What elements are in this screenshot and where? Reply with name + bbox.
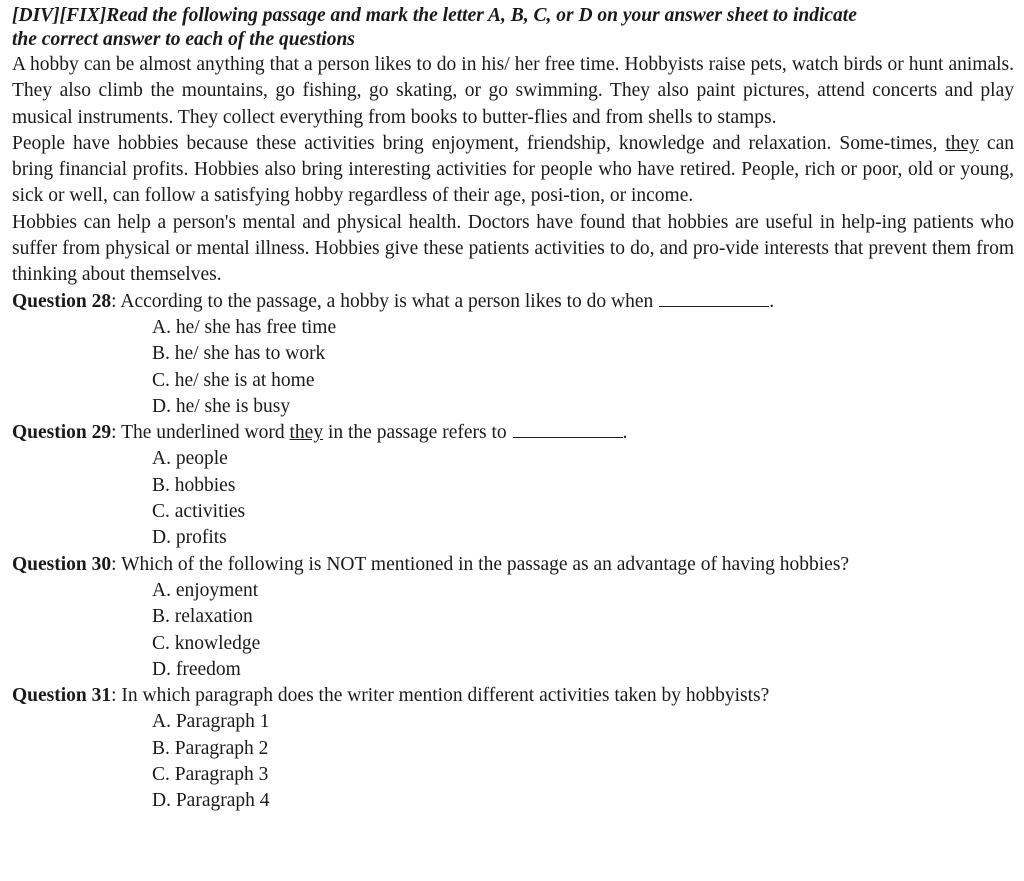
question-underlined-word: they xyxy=(289,422,324,444)
question-31 xyxy=(12,683,1014,709)
question-text: : In which paragraph does the writer mention different activities taken by hobbyists? xyxy=(111,685,770,707)
instruction-line-1: [DIV][FIX]Read the following passage and mark the letter A, B, C, or D on your answer sheet to indicate xyxy=(12,5,857,26)
question-30 xyxy=(12,552,1014,578)
question-block xyxy=(12,289,1014,420)
question-end: . xyxy=(622,422,628,444)
passage-paragraph-2 xyxy=(12,131,1014,210)
option-c[interactable]: C. he/ she is at home xyxy=(152,369,315,391)
passage-paragraph-3: Hobbies can help a person's mental and physical health. Doctors have found that hobbies are useful in help-ing patients who suffer from physical or mental illness. Hobbies give these patients activities to do, and pro-vide interests that prevent them from thinking about themselves. xyxy=(12,211,1014,286)
question-end: . xyxy=(769,290,775,312)
question-text-after: in the passage refers to xyxy=(323,422,507,444)
answer-blank xyxy=(659,290,769,307)
question-block xyxy=(12,420,1014,551)
passage-paragraph-2-end: can bring financial profits. Hobbies also bring interesting activities for people who have retired. People, rich or poor, old or young, sick or well, can follow a satisfying hobby regardless of their age, posi-tion, or income. xyxy=(12,132,1014,207)
option-b[interactable]: B. hobbies xyxy=(152,474,236,496)
question-label: Question 29 xyxy=(12,422,112,444)
option-b[interactable]: B. relaxation xyxy=(152,606,253,628)
question-text: : Which of the following is NOT mentioned in the passage as an advantage of having hobbies? xyxy=(111,553,850,575)
option-d[interactable]: D. profits xyxy=(152,527,227,549)
instruction-heading xyxy=(12,4,1014,52)
question-text: : According to the passage, a hobby is what a person likes to do when xyxy=(111,290,654,312)
option-list xyxy=(12,709,1014,814)
option-d[interactable]: D. Paragraph 4 xyxy=(152,790,270,812)
option-c[interactable]: C. activities xyxy=(152,501,246,523)
option-a[interactable]: A. Paragraph 1 xyxy=(152,711,270,733)
question-28 xyxy=(12,289,1014,315)
underlined-word-they: they xyxy=(945,132,979,154)
option-b[interactable]: B. Paragraph 2 xyxy=(152,737,269,759)
option-c[interactable]: C. knowledge xyxy=(152,632,261,654)
option-list xyxy=(12,578,1014,683)
option-d[interactable]: D. he/ she is busy xyxy=(152,395,291,417)
option-c[interactable]: C. Paragraph 3 xyxy=(152,764,269,786)
option-d[interactable]: D. freedom xyxy=(152,658,241,680)
question-29 xyxy=(12,420,1014,446)
passage-paragraph-1: A hobby can be almost anything that a person likes to do in his/ her free time. Hobbyists raise pets, watch birds or hunt animals. They also climb the mountains, go fishing, go skating, or go swimming. They also paint pictures, attend concerts and play musical instruments. They collect everything from books to butter-flies and from shells to stamps. xyxy=(12,54,1014,128)
option-list xyxy=(12,315,1014,420)
question-block xyxy=(12,683,1014,814)
question-label: Question 30 xyxy=(12,553,112,575)
question-block xyxy=(12,552,1014,683)
option-a[interactable]: A. he/ she has free time xyxy=(152,316,337,338)
question-text: : The underlined word xyxy=(111,422,290,444)
question-label: Question 28 xyxy=(12,290,112,312)
option-list xyxy=(12,446,1014,551)
question-label: Question 31 xyxy=(12,685,112,707)
passage-paragraph-2-start: People have hobbies because these activities bring enjoyment, friendship, knowledge and relaxation. Some-times, xyxy=(12,132,946,154)
option-b[interactable]: B. he/ she has to work xyxy=(152,343,326,365)
option-a[interactable]: A. enjoyment xyxy=(152,579,259,601)
answer-blank xyxy=(513,421,623,438)
instruction-line-2: the correct answer to each of the questions xyxy=(12,29,355,50)
option-a[interactable]: A. people xyxy=(152,448,228,470)
